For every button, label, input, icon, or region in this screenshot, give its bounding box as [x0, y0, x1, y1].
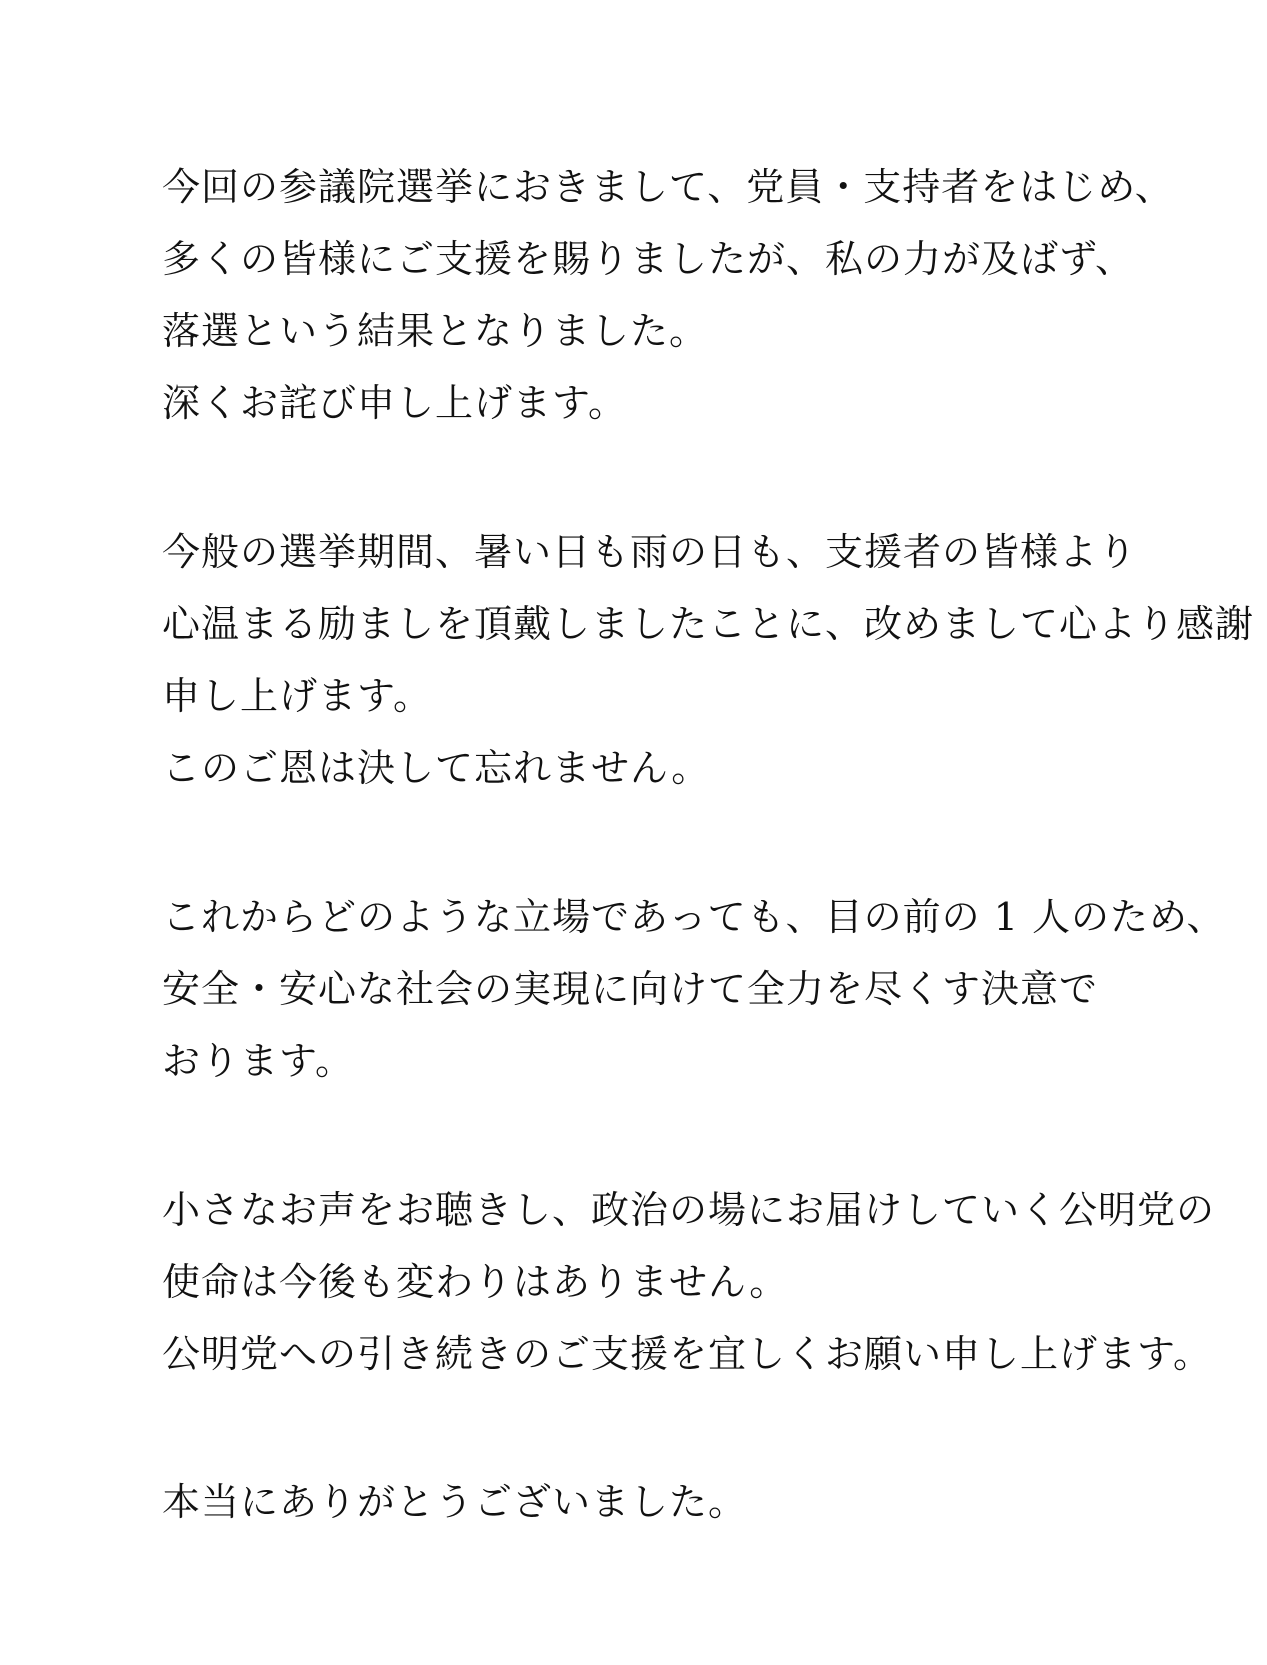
text-line: 使命は今後も変わりはありません。: [162, 1260, 789, 1304]
text-line: 公明党への引き続きのご支援を宜しくお願い申し上げます。: [162, 1332, 1212, 1376]
text-line: 多くの皆様にご支援を賜りましたが、私の力が及ばず、: [162, 237, 1134, 281]
text-line: 小さなお声をお聴きし、政治の場にお届けしていく公明党の: [162, 1188, 1216, 1232]
text-line: 今回の参議院選挙におきまして、党員・支持者をはじめ、: [162, 165, 1174, 209]
text-line: 落選という結果となりました。: [162, 309, 709, 353]
text-line: 心温まる励ましを頂戴しましたことに、改めまして心より感謝: [162, 602, 1255, 646]
text-line: 深くお詫び申し上げます。: [162, 381, 627, 425]
text-line: 本当にありがとうございました。: [162, 1480, 748, 1524]
text-line: これからどのような立場であっても、目の前の 1 人のため、: [162, 895, 1226, 939]
text-line: 今般の選挙期間、暑い日も雨の日も、支援者の皆様より: [162, 530, 1138, 574]
text-line: 申し上げます。: [162, 674, 432, 718]
text-line: このご恩は決して忘れません。: [162, 746, 711, 790]
text-line: おります。: [162, 1039, 354, 1083]
text-line: 安全・安心な社会の実現に向けて全力を尽くす決意で: [162, 967, 1099, 1011]
